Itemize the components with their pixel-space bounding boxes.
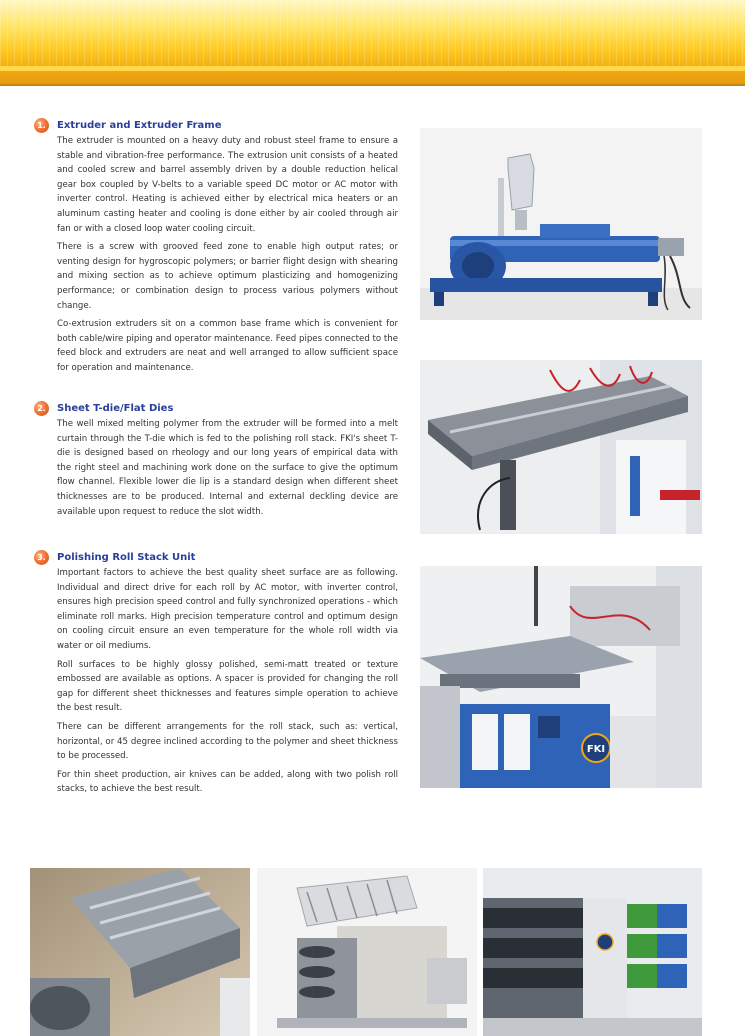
section-body	[57, 134, 398, 380]
section-body	[57, 566, 398, 801]
section-number-badge: 2.	[34, 401, 49, 416]
paragraph: There can be different arrangements for the roll stack, such as: vertical, horizontal, or 45 degree inclined according to the polymer and sheet thickness to be processed.	[57, 721, 398, 762]
section-heading: Sheet T-die/Flat Dies	[57, 403, 174, 414]
roll-stack-front-photo	[483, 868, 702, 1036]
paragraph: Co-extrusion extruders sit on a common base frame which is convenient for both cable/wire piping and operator maintenance. Feed pipes connected to the feed block and extruders are neat and well arranged to allow sufficient space for operation and maintenance.	[57, 319, 398, 373]
section-heading: Polishing Roll Stack Unit	[57, 552, 196, 563]
banner-edge	[0, 84, 745, 86]
die-closeup-photo	[30, 868, 250, 1036]
paragraph: For thin sheet production, air knives can be added, along with two polish roll stacks, to achieve the best result.	[57, 769, 398, 795]
section-number-badge: 1.	[34, 118, 49, 133]
paragraph: Important factors to achieve the best quality sheet surface are as following. Individual and direct drive for each roll by AC motor, with inverter control, ensures high precision speed control and fully synchronized operations - which eliminate roll marks. High precision temperature control and optimum design on cooling circuit ensure an even temperature for the whole roll width via water or oil mediums.	[57, 568, 398, 651]
paragraph: There is a screw with grooved feed zone to enable high output rates; or venting design for hygroscopic polymers; or barrier flight design with shearing and mixing section as to achieve optimum plasticizing and homogenizing performance; or combination design to process various polymers without change.	[57, 242, 398, 311]
top-banner	[0, 0, 745, 86]
roll-stack-side-photo	[257, 868, 477, 1036]
banner-stripe	[0, 66, 745, 71]
extruder-photo	[420, 128, 702, 320]
t-die-photo	[420, 360, 702, 534]
section-body	[57, 417, 398, 523]
paragraph: The extruder is mounted on a heavy duty and robust steel frame to ensure a stable and vibration-free performance. The extrusion unit consists of a heated and cooled screw and barrel assembly driven by a double reduction helical gear box coupled by V-belts to a variable speed DC motor or AC motor with inverter control. Heating is achieved either by electrical mica heaters or an aluminum casting heater and cooling is done either by air cooled through air fan or with a closed loop water cooling circuit.	[57, 136, 398, 234]
section-heading: Extruder and Extruder Frame	[57, 120, 222, 131]
paragraph: The well mixed melting polymer from the extruder will be formed into a melt curtain through the T-die which is fed to the polishing roll stack. FKI's sheet T-die is designed based on rheology and our long years of empirical data with the right steel and machining work done on the surface to give the optimum flow channel. Flexible lower die lip is a standard design when different sheet thicknesses are to be produced. Internal and external deckling device are available upon request to reduce the slot width.	[57, 419, 398, 517]
paragraph: Roll surfaces to be highly glossy polished, semi-matt treated or texture embossed are available as options. A spacer is provided for changing the roll gap for different sheet thicknesses and features simple operation to achieve the best result.	[57, 659, 398, 714]
roll-stack-photo	[420, 566, 702, 788]
section-number-badge: 3.	[34, 550, 49, 565]
fki-logo-text: FKI	[586, 744, 606, 755]
